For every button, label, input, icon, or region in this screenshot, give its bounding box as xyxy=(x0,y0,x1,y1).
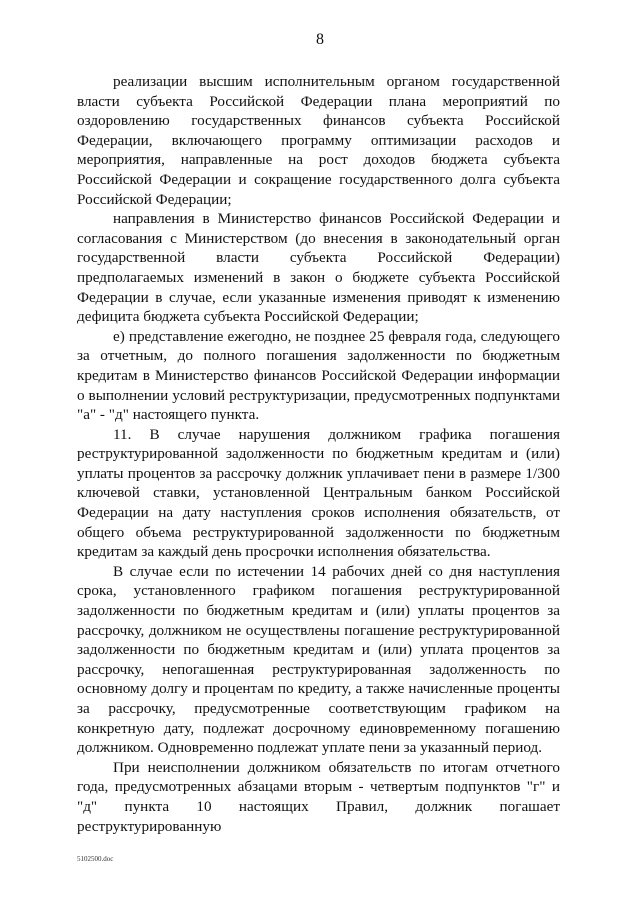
footer-document-code: 5102500.doc xyxy=(77,855,114,863)
paragraph: 11. В случае нарушения должником графика погашения реструктурированной задолженности по бюджетным кредитам и (или) уплаты процентов за рассрочку должник уплачивает пени в размере 1/300 ключевой ставки, установленной Центральным банком Российской Федерации на дату наступления сроков исполнения обязательств, от общего объема реструктурированной задолженности по бюджетным кредитам за каждый день просрочки исполнения обязательства. xyxy=(77,425,560,561)
paragraph: При неисполнении должником обязательств по итогам отчетного года, предусмотренных абзацами вторым - четвертым подпунктов "г" и "д" пункта 10 настоящих Правил, должник погашает реструктурированную xyxy=(77,758,560,835)
paragraph: е) представление ежегодно, не позднее 25 февраля года, следующего за отчетным, до полного погашения задолженности по бюджетным кредитам в Министерство финансов Российской Федерации информации о выполнении условий реструктуризации, предусмотренных подпунктами "а" - "д" настоящего пункта. xyxy=(77,327,560,424)
paragraph: реализации высшим исполнительным органом государственной власти субъекта Российской Федерации плана мероприятий по оздоровлению государственных финансов субъекта Российской Федерации, включающего программу оптимизации расходов и мероприятия, направленные на рост доходов бюджета субъекта Российской Федерации и сокращение государственного долга субъекта Российской Федерации; xyxy=(77,73,560,208)
paragraph: направления в Министерство финансов Российской Федерации и согласования с Министерством (до внесения в законодательный орган государственной власти субъекта Российской Федерации) предполагаемых изменений в закон о бюджете субъекта Российской Федерации в случае, если указанные изменения приводят к изменению дефицита бюджета субъекта Российской Федерации; xyxy=(77,210,560,326)
page-number: 8 xyxy=(316,31,324,48)
paragraph: В случае если по истечении 14 рабочих дней со дня наступления срока, установленного графиком погашения реструктурированной задолженности по бюджетным кредитам и (или) уплаты процентов за рассрочку, должником не осуществлены погашение реструктурированной задолженности по бюджетным кредитам и (или) уплата процентов за рассрочку, непогашенная реструктурированная задолженность по основному долгу и процентам по кредиту, а также начисленные проценты за рассрочку, предусмотренные соответствующим графиком на конкретную дату, подлежат досрочному единовременному погашению должником. Одновременно подлежат уплате пени за указанный период. xyxy=(77,562,560,757)
document-body xyxy=(77,72,560,836)
